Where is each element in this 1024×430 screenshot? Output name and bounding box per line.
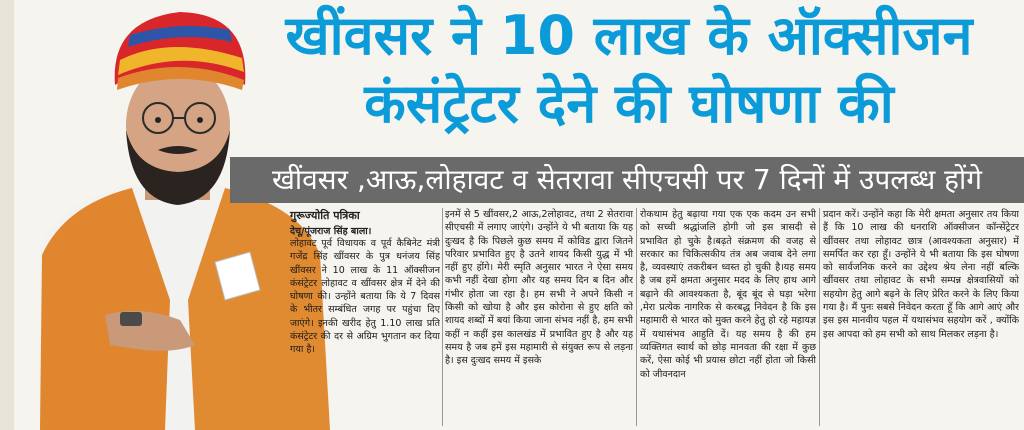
article-column-4: प्रदान करें। उन्होंने कहा कि मेरी क्षमता अनुसार तय किया हैं कि 10 लाख की धनराशि ऑक्सीजन कॉन्सेंट्रेटर खींवसर तथा लोहावट छात्र (आवश्यकता अनुसार) में समर्पित कर रहा हूँ। उन्होंने ये भी बताया कि इस घोषणा को सार्वजनिक करने का उद्देश्य श्रेय लेना नहीं बल्कि खींवसर तथा लोहावट के सभी सम्पन्न क्षेत्रवासियों को सहयोग हेतु आगे बढ़ने के लिए प्रेरित करने के लिए किया गया है। मैं पुनः सबसे निवेदन करता हूँ कि आगे आएं और इस इस मानवीय पहल में यथासंभव सहयोग करें , क्योंकि इस आपदा को हम सभी को साथ मिलकर लड़ना है। — [823, 209, 1019, 340]
press-credit: गुरूज्योति पत्रिका — [290, 209, 360, 222]
headline-line-1: खींवसर ने 10 लाख के ऑक्सीजन — [285, 4, 973, 67]
column-divider — [819, 208, 820, 426]
article-column-2: इनमें से 5 खींवसर,2 आऊ,2लोहावट, तथा 2 सेतरावा सीएचसी में लगाए जाएंगे। उन्होंने ये भी बताया कि यह दुःखद है कि पिछले कुछ समय में कोविड द्वारा जितने परिवार प्रभावित हुए है उतने शायद किसी युद्ध में भी नहीं हुए होंगे। मेरी स्मृति अनुसार भारत ने ऐसा समय कभी नहीं देखा होगा और यह समय दिन ब दिन और गंभीर होता जा रहा है। हम सभी ने अपने किसी न किसी को खोया है और इस कोरोना से हुए क्षति को शायद शब्दों में बयां किया जाना संभव नहीं है, हम सभी कहीं न कहीं इस कालखंड में प्रभावित हुए है और यह समय है जब हमें इस महामारी से संयुक्त रूप से लड़ना है। इस दुःखद समय में इसके — [445, 209, 633, 367]
headline — [234, 2, 1024, 138]
article-column-1: लोहावट पूर्व विधायक व पूर्व कैबिनेट मंत्री गजेंद्र सिंह खींवसर के पुत्र धनंजय सिंह खींवसर ने 10 लाख के 11 ऑक्सीजन कंसंट्रेटर लोहावट व खींवसर क्षेत्र में देने की घोषणा की। उन्होंने बताया कि ये 7 दिवस के भीतर सम्बंधित जगह पर पहुंचा दिए जाएंगे। इनकी खरीद हेतु 1.10 लाख प्रति कंसंट्रेटर की दर से अग्रिम भुगतान कर दिया गया है। — [290, 238, 440, 356]
page-edge — [0, 0, 14, 430]
dateline: देचू/पूंजराज सिंह बाला। — [290, 226, 372, 237]
headline-line-2: कंसंट्रेटर देने की घोषणा की — [364, 72, 894, 135]
column-divider — [442, 208, 443, 426]
article-column-3: रोकथाम हेतु बढ़ाया गया एक एक कदम उन सभी को सच्ची श्रद्धांजलि होगी जो इस त्रासदी से प्रभावित हो चुके है।बढ़ते संक्रमण की वजह से सरकार का चिकित्सकीय तंत्र अब जवाब देने लगा है, व्यवस्थाएं तकरीबन ध्वस्त हो चुकी है।यह समय है जब हमें क्षमता अनुसार मदद के लिए हाथ आगे बढ़ाने की आवश्यकता है, बूंद बूंद से घड़ा भरेगा ,मेरा प्रत्येक नागरिक से करबद्ध निवेदन है कि इस महामारी से भारत को मुक्त करने हेतु हो रहे महायज्ञ में यथासंभव आहुति दें। यह समय है की हम व्यक्तिगत स्वार्थ को छोड़ मानवता की रक्षा में कुछ करें, ऐसा कोई भी प्रयास छोटा नहीं होता जो किसी को जीवनदान — [640, 209, 816, 380]
column-divider — [636, 208, 637, 426]
subheadline: खींवसर ,आऊ,लोहावट व सेतरावा सीएचसी पर 7 दिनों में उपलब्ध होंगे — [271, 163, 983, 196]
subheadline-bar — [230, 157, 1024, 203]
